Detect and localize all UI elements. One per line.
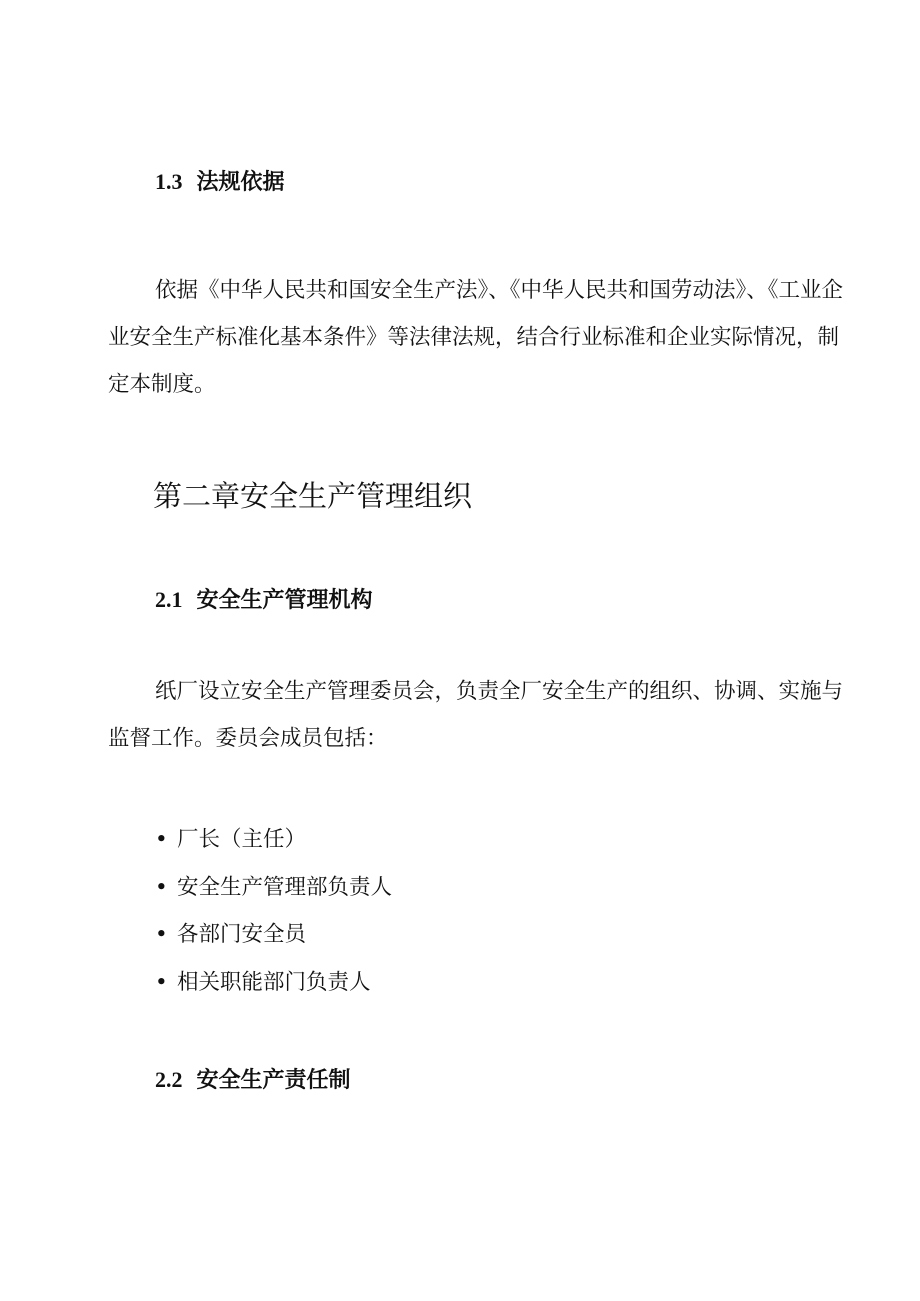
section-title: 法规依据: [196, 169, 285, 195]
list-item: • 相关职能部门负责人: [155, 959, 392, 1007]
bullet-icon: •: [155, 969, 168, 995]
section-number: 1.3: [155, 169, 183, 194]
chapter-title: 第二章安全生产管理组织: [153, 479, 473, 513]
section-title: 安全生产管理机构: [196, 587, 373, 613]
section-number: 2.2: [155, 1067, 183, 1092]
legal-basis-paragraph: 依据《中华人民共和国安全生产法》、《中华人民共和国劳动法》、《工业企业安全生产标准化基本条件》等法律法规，结合行业标准和企业实际情况，制定本制度。: [108, 278, 844, 397]
bullet-icon: •: [155, 827, 168, 852]
committee-paragraph: 纸厂设立安全生产管理委员会，负责全厂安全生产的组织、协调、实施与监督工作。委员会成员包括：: [108, 679, 844, 751]
bullet-icon: •: [155, 874, 168, 900]
committee-member-list: [155, 816, 392, 1006]
section-title: 安全生产责任制: [196, 1067, 351, 1093]
section-heading-1-3: [155, 168, 285, 196]
list-item: • 安全生产管理部负责人: [155, 864, 392, 912]
section-heading-2-2: [155, 1066, 351, 1094]
bullet-icon: •: [155, 922, 168, 947]
section-number: 2.1: [155, 587, 183, 612]
list-item: • 各部门安全员: [155, 911, 392, 959]
list-item: • 厂长（主任）: [155, 816, 392, 864]
section-heading-2-1: [155, 586, 373, 614]
